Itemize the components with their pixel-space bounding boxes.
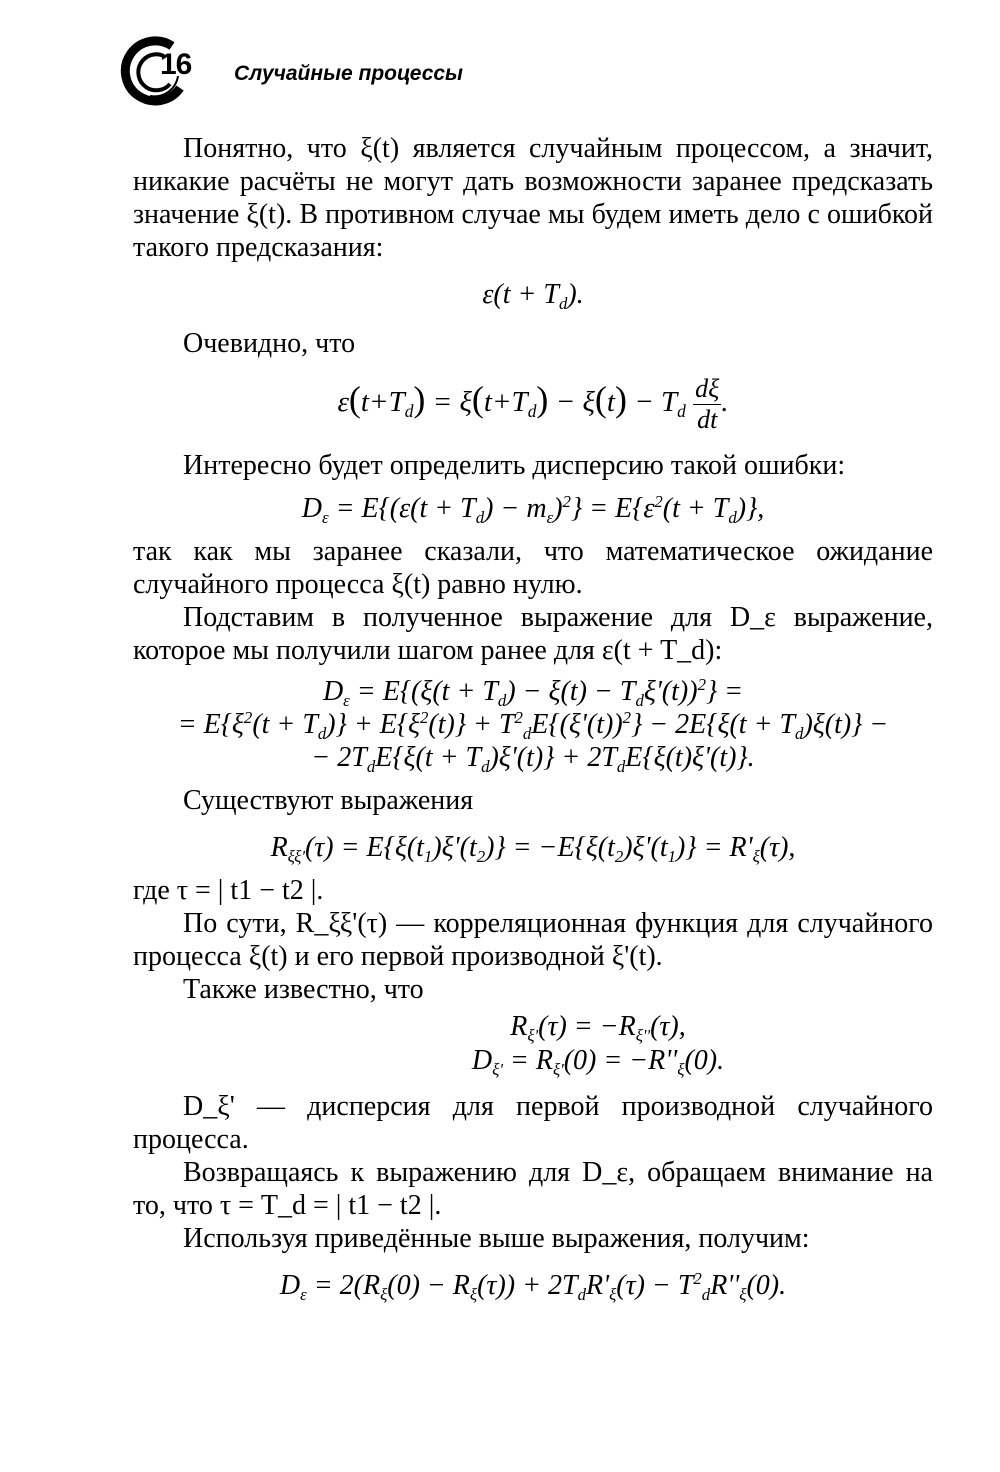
paragraph-2: Очевидно, что bbox=[183, 328, 356, 359]
formula-final-variance: $D_\varepsilon = 2(R_\xi(0) - R_\xi(\tau)) + 2T_dR'_\xi(\tau) - T^2_dR''_\xi(0)$. bbox=[279, 1269, 787, 1304]
paragraph-5: Подставим в полученное выражение для D_ε выражение, которое мы получили шагом ранее для ε(t + T_d): bbox=[133, 602, 933, 666]
paragraph-12: Используя приведённые выше выражения, получим: bbox=[183, 1223, 810, 1254]
formula-error-variance: $D_\varepsilon = E\{(\varepsilon(t + T_d) - m_\varepsilon)^2\} = E\{\varepsilon^2(t + T_d)\}$, bbox=[301, 492, 765, 527]
page-header bbox=[120, 36, 520, 106]
page-content bbox=[133, 132, 933, 1302]
formula-epsilon-prediction: $\varepsilon(t + T_d)$. bbox=[482, 279, 584, 313]
paragraph-9: Также известно, что bbox=[183, 974, 424, 1005]
paragraph-7: где τ = | t1 − t2 |. bbox=[133, 875, 324, 906]
paragraph-3: Интересно будет определить дисперсию такой ошибки: bbox=[183, 450, 846, 481]
page-number: 16 bbox=[160, 48, 192, 81]
paragraph-6: Существуют выражения bbox=[183, 785, 474, 816]
formula-epsilon-expansion: $\varepsilon(t+T_d) = \xi(t+T_d) - \xi(t) - T_d$ $\frac{d\xi}{dt}$ . bbox=[337, 374, 729, 434]
paragraph-1: Понятно, что ξ(t) является случайным процессом, а значит, никакие расчёты не могут дать возможности заранее предсказать значение ξ(t). В противном случае мы будем иметь дело с ошибкой такого предсказания: bbox=[133, 133, 933, 263]
running-title: Случайные процессы bbox=[234, 62, 463, 85]
paragraph-8: По сути, R_ξξ'(τ) — корреляционная функция для случайного процесса ξ(t) и его первой производной ξ'(t). bbox=[133, 908, 933, 972]
formula-correlation: $R_{\xi\xi'}(\tau) = E\{\xi(t_1)\xi'(t_2)\} = -E\{\xi(t_2)\xi'(t_1)\} = R'_\xi(\tau)$, bbox=[270, 832, 796, 866]
paragraph-10: D_ξ' — дисперсия для первой производной случайного процесса. bbox=[133, 1091, 933, 1155]
paragraph-4: так как мы заранее сказали, что математическое ожидание случайного процесса ξ(t) равно нулю. bbox=[133, 536, 933, 600]
formula-variance-expanded: $D_\varepsilon = E\{(\xi(t + T_d) - \xi(t) - T_d\xi'(t))^2\}$ = = $E\{\xi^2(t + T_d)\} + E\{\xi^2(t)\} + T^2_dE\{(\xi'(t))^2\} - 2E\{\xi(t + T_d)\xi(t)\}$ − − $2T_dE\{\xi(t + T_d)\xi'(t)\} + 2T_dE\{\xi(t)\xi'(t)\}$. bbox=[177, 675, 889, 776]
formula-derivative-relations: $R_{\xi'}(\tau) = -R_{\xi''}(\tau)$, $D_{\xi'} = R_{\xi'}(0) = -R''_\xi(0)$. bbox=[471, 1011, 725, 1079]
paragraph-11: Возвращаясь к выражению для D_ε, обращаем внимание на то, что τ = T_d = | t1 − t2 |. bbox=[133, 1157, 933, 1221]
